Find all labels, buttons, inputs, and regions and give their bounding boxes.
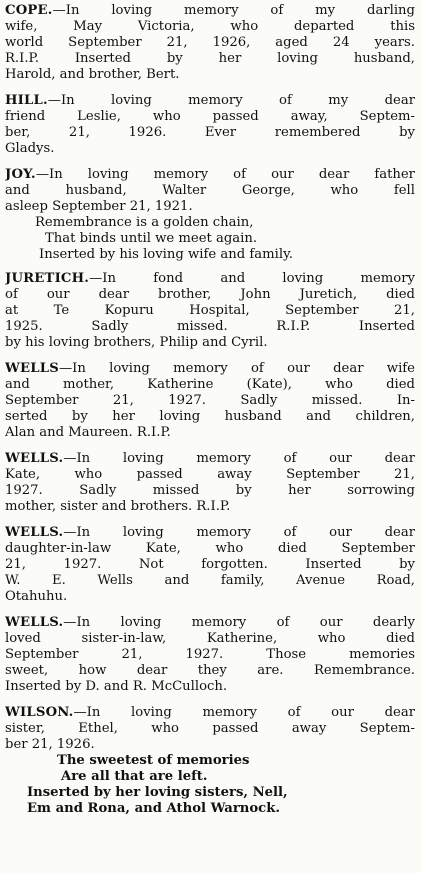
notice-line: sister, Ethel, who passed away Septem- <box>5 721 415 736</box>
notice-surname: WELLS. <box>5 615 64 630</box>
notice-line: at Te Kopuru Hospital, September 21, <box>5 303 415 318</box>
notice-line: COPE.—In loving memory of my darling <box>5 3 415 18</box>
notice-line: loved sister-in-law, Katherine, who died <box>5 631 415 646</box>
notice-line: WILSON.—In loving memory of our dear <box>5 705 415 720</box>
notice-surname: WILSON. <box>5 705 74 720</box>
verse-line: That binds until we meet again. <box>45 231 258 246</box>
notice-line: WELLS—In loving memory of our dear wife <box>5 361 415 376</box>
notice-line: friend Leslie, who passed away, Septem- <box>5 109 415 124</box>
notice-line: wife, May Victoria, who departed this <box>5 19 415 34</box>
notice-surname: WELLS. <box>5 451 64 466</box>
notice-line: sweet, how dear they are. Remembrance. <box>5 663 415 678</box>
notice-wells-3 <box>5 525 415 605</box>
notice-line: JURETICH.—In fond and loving memory <box>5 271 415 286</box>
notice-line: and husband, Walter George, who fell <box>5 183 415 198</box>
notice-line: ber 21, 1926. <box>5 737 95 752</box>
notice-line: asleep September 21, 1921. <box>5 199 193 214</box>
verse-line: Remembrance is a golden chain, <box>35 215 254 230</box>
notice-line: JOY.—In loving memory of our dear father <box>5 167 415 182</box>
notice-surname: JURETICH. <box>5 271 90 286</box>
notice-line: daughter-in-law Kate, who died September <box>5 541 415 556</box>
notice-line: September 21, 1927. Sadly missed. In- <box>5 393 415 408</box>
notice-wilson <box>5 705 415 817</box>
notice-wells-2 <box>5 451 415 515</box>
notice-line: WELLS.—In loving memory of our dear <box>5 451 415 466</box>
notice-line: September 21, 1927. Those memories <box>5 647 415 662</box>
notice-surname: WELLS <box>5 361 59 376</box>
notice-line: Gladys. <box>5 141 55 156</box>
notice-footer: Em and Rona, and Athol Warnock. <box>27 801 280 816</box>
notice-wells-4 <box>5 615 415 695</box>
notice-line: WELLS.—In loving memory of our dear <box>5 525 415 540</box>
notice-surname: HILL. <box>5 93 48 108</box>
notice-line: HILL.—In loving memory of my dear <box>5 93 415 108</box>
notice-surname: WELLS. <box>5 525 64 540</box>
notice-line: 21, 1927. Not forgotten. Inserted by <box>5 557 415 572</box>
notice-joy <box>5 167 415 263</box>
notice-line: 1927. Sadly missed by her sorrowing <box>5 483 415 498</box>
notice-footer: Inserted by her loving sisters, Nell, <box>27 785 288 800</box>
notice-line: Inserted by D. and R. McCulloch. <box>5 679 228 694</box>
notice-line: serted by her loving husband and children, <box>5 409 415 424</box>
notice-wells-1 <box>5 361 415 441</box>
notice-line: ber, 21, 1926. Ever remembered by <box>5 125 415 140</box>
notice-hill <box>5 93 415 157</box>
notice-line: R.I.P. Inserted by her loving husband, <box>5 51 415 66</box>
notice-surname: COPE. <box>5 3 53 18</box>
notice-line: Kate, who passed away September 21, <box>5 467 415 482</box>
verse-line: The sweetest of memories <box>57 753 250 768</box>
notice-line: WELLS.—In loving memory of our dearly <box>5 615 415 630</box>
notice-juretich <box>5 271 415 351</box>
notice-line: mother, sister and brothers. R.I.P. <box>5 499 231 514</box>
notice-line: by his loving brothers, Philip and Cyril. <box>5 335 268 350</box>
notice-footer: Inserted by his loving wife and family. <box>39 247 293 262</box>
notice-line: world September 21, 1926, aged 24 years. <box>5 35 415 50</box>
notice-line: W. E. Wells and family, Avenue Road, <box>5 573 415 588</box>
notice-line: and mother, Katherine (Kate), who died <box>5 377 415 392</box>
notice-line: Harold, and brother, Bert. <box>5 67 180 82</box>
notice-surname: JOY. <box>5 167 36 182</box>
notice-line: Alan and Maureen. R.I.P. <box>5 425 171 440</box>
notice-line: of our dear brother, John Juretich, died <box>5 287 415 302</box>
notice-line: 1925. Sadly missed. R.I.P. Inserted <box>5 319 415 334</box>
notice-line: Otahuhu. <box>5 589 68 604</box>
notice-cope <box>5 3 415 83</box>
verse-line: Are all that are left. <box>61 769 208 784</box>
